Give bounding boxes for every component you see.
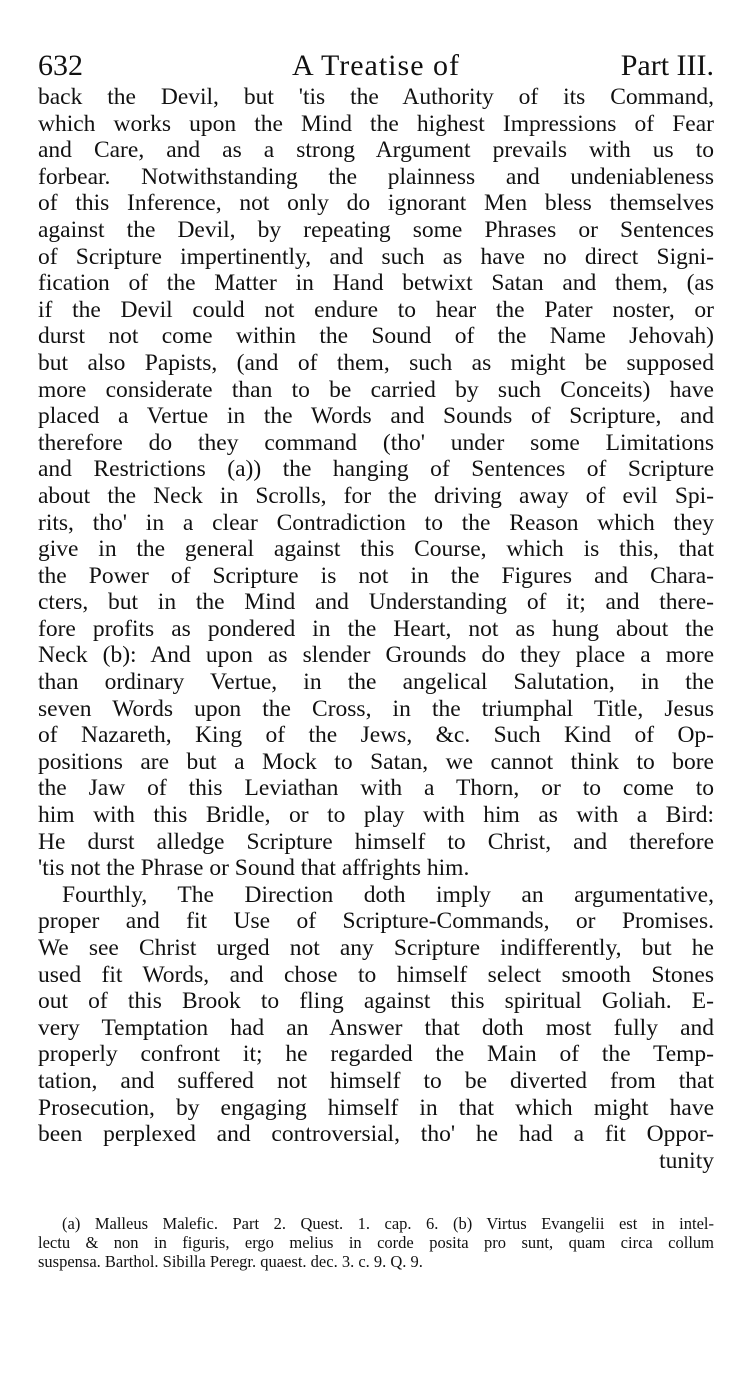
text-line: and Care, and as a strong Argument prevails with us to	[38, 137, 714, 164]
text-line: than ordinary Vertue, in the angelical Salutation, in the	[38, 669, 714, 696]
text-line: 'tis not the Phrase or Sound that affrights him.	[38, 855, 470, 882]
text-line: durst not come within the Sound of the Name Jehovah)	[38, 323, 714, 350]
text-line: and Restrictions (a)) the hanging of Sentences of Scripture	[38, 456, 714, 483]
text-line: rits, tho' in a clear Contradiction to the Reason which they	[38, 509, 714, 536]
text-line: of Scripture impertinently, and such as have no direct Signi-	[38, 243, 714, 270]
part-label: Part III.	[620, 49, 714, 82]
text-line: Neck (b): And upon as slender Grounds do they place a more	[38, 642, 714, 669]
text-line: been perplexed and controversial, tho' he had a fit Oppor-	[38, 1121, 714, 1148]
text-line: give in the general against this Course, which is this, that	[38, 536, 714, 563]
text-line: the Power of Scripture is not in the Figures and Chara-	[38, 562, 714, 589]
text-line: against the Devil, by repeating some Phrases or Sentences	[38, 216, 714, 243]
text-line: seven Words upon the Cross, in the triumphal Title, Jesus	[38, 695, 714, 722]
text-line: of this Inference, not only do ignorant Men bless themselves	[38, 190, 714, 217]
text-line: positions are but a Mock to Satan, we cannot think to bore	[38, 748, 714, 775]
text-line: about the Neck in Scrolls, for the driving away of evil Spi-	[38, 482, 714, 509]
text-line: fore profits as pondered in the Heart, not as hung about the	[38, 615, 714, 642]
running-title: A Treatise of	[291, 49, 460, 82]
text-line: properly confront it; he regarded the Main of the Temp-	[38, 1041, 714, 1068]
text-line: forbear. Notwithstanding the plainness and undeniableness	[38, 163, 714, 190]
text-line: very Temptation had an Answer that doth most fully and	[38, 1014, 714, 1041]
text-line: proper and fit Use of Scripture-Commands, or Promises.	[38, 908, 714, 935]
page-number: 632	[38, 49, 83, 82]
text-line: out of this Brook to fling against this spiritual Goliah. E-	[38, 988, 714, 1015]
text-line: therefore do they command (tho' under some Limitations	[38, 429, 714, 456]
text-line: but also Papists, (and of them, such as might be supposed	[38, 349, 714, 376]
text-line: of Nazareth, King of the Jews, &c. Such Kind of Op-	[38, 722, 714, 749]
text-line: cters, but in the Mind and Understanding of it; and there-	[38, 589, 714, 616]
text-line: Prosecution, by engaging himself in that which might have	[38, 1094, 714, 1121]
text-line: We see Christ urged not any Scripture indifferently, but he	[38, 935, 714, 961]
catchword: tunity	[659, 1147, 714, 1174]
footnote-line: (a) Malleus Malefic. Part 2. Quest. 1. cap. 6. (b) Virtus Evangelii est in intel-	[62, 1214, 714, 1233]
text-line: placed a Vertue in the Words and Sounds of Scripture, and	[38, 403, 714, 430]
text-line: if the Devil could not endure to hear the Pater noster, or	[38, 296, 714, 323]
text-line: him with this Bridle, or to play with him as with a Bird:	[38, 802, 714, 829]
running-header	[38, 48, 714, 84]
text-line: more considerate than to be carried by such Conceits) have	[38, 376, 714, 403]
text-line: tation, and suffered not himself to be diverted from that	[38, 1067, 714, 1094]
text-line: back the Devil, but 'tis the Authority of its Command,	[38, 84, 714, 110]
footnote-line: suspensa. Barthol. Sibilla Peregr. quaest. dec. 3. c. 9. Q. 9.	[38, 1252, 423, 1271]
text-line: the Jaw of this Leviathan with a Thorn, or to come to	[38, 775, 714, 802]
text-line: Fourthly, The Direction doth imply an argumentative,	[62, 881, 714, 908]
footnote-line: lectu & non in figuris, ergo melius in corde posita pro sunt, quam circa collum	[38, 1233, 714, 1252]
text-line: used fit Words, and chose to himself select smooth Stones	[38, 961, 714, 988]
footnotes	[38, 1214, 714, 1271]
text-line: fication of the Matter in Hand betwixt Satan and them, (as	[38, 270, 714, 297]
text-line: He durst alledge Scripture himself to Christ, and therefore	[38, 828, 714, 855]
body-text	[38, 84, 714, 1174]
text-line: which works upon the Mind the highest Impressions of Fear	[38, 110, 714, 137]
